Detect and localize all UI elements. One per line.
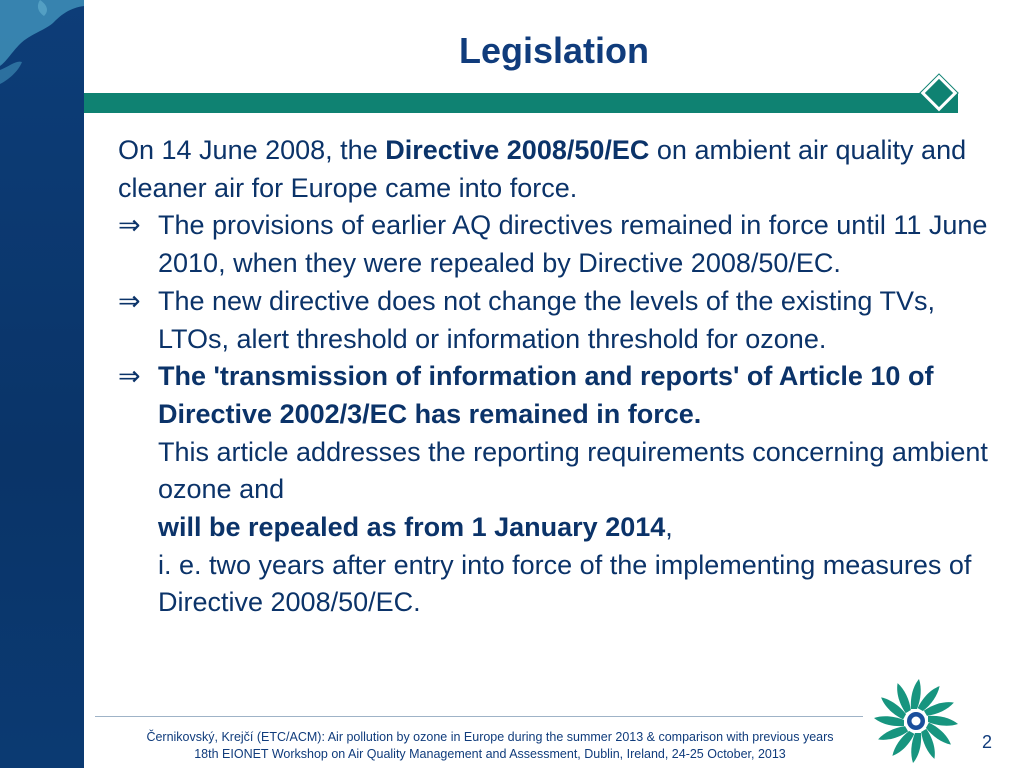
implementation-note: i. e. two years after entry into force of the implementing measures of Directive 2008/50/EC. (158, 549, 972, 618)
page-number: 2 (982, 732, 993, 752)
bullet-transmission-text: The 'transmission of information and reports' of Article 10 of Directive 2002/3/EC has remained in force. (158, 361, 934, 429)
implies-arrow-icon: ⇒ (118, 210, 141, 241)
slide-footer (90, 729, 890, 763)
implies-arrow-icon: ⇒ (118, 361, 141, 392)
slide-title: Legislation (458, 30, 650, 71)
intro-paragraph (118, 132, 988, 207)
footer-divider (95, 716, 863, 717)
article-description: This article addresses the reporting requirements concerning ambient ozone and (158, 436, 988, 505)
implies-arrow-icon: ⇒ (118, 285, 141, 316)
left-decorative-band (0, 0, 84, 768)
bullet-levels (118, 283, 988, 358)
title-underline-bar (84, 93, 958, 113)
repeal-statement (118, 509, 988, 547)
intro-text-end: on ambient air quality and cleaner air for Europe came into force. (118, 135, 967, 203)
bullet-provisions-text: The provisions of earlier AQ directives remained in force until 11 June 2010, when they were repealed by Directive 2008/50/EC. (158, 210, 988, 279)
bullet-levels-text: The new directive does not change the levels of the existing TVs, LTOs, alert threshold or information threshold for ozone. (158, 285, 935, 354)
bullet-transmission (118, 358, 988, 433)
slide-body (118, 132, 988, 622)
europe-map-icon (0, 0, 84, 768)
footer-workshop: 18th EIONET Workshop on Air Quality Management and Assessment, Dublin, Ireland, 24-25 October, 2013 (194, 747, 786, 761)
intro-text-start: On 14 June 2008, the (118, 135, 386, 165)
repeal-date-text: will be repealed as from 1 January 2014 (158, 512, 666, 543)
directive-name: Directive 2008/50/EC (385, 135, 650, 165)
eea-sun-logo-icon (866, 676, 966, 766)
repeal-comma: , (665, 512, 673, 543)
bullet-provisions (118, 207, 988, 282)
footer-citation: Černikovský, Krejčí (ETC/ACM): Air pollution by ozone in Europe during the summer 2013 & comparison with previous years (146, 730, 834, 744)
